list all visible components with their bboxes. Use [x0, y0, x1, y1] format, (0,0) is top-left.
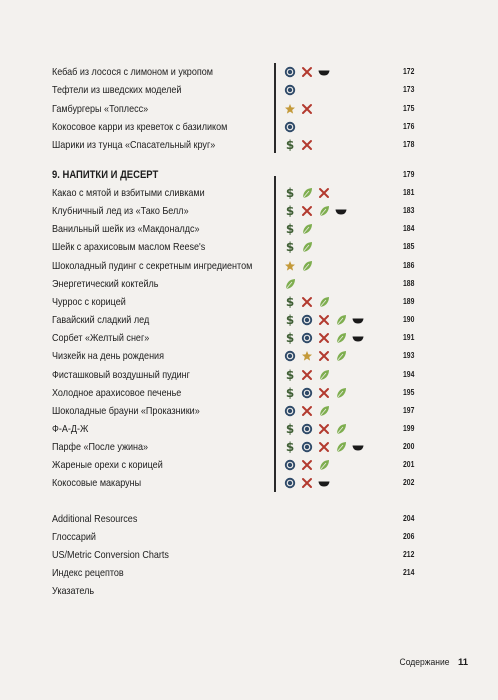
- toc-entry[interactable]: [52, 385, 414, 401]
- entry-page-number: 176: [402, 121, 414, 131]
- dollar-icon: $: [285, 240, 295, 255]
- entry-title: Шоколадный пудинг с секретным ингредиентом: [52, 259, 253, 272]
- leaf-icon: [318, 296, 330, 308]
- page-number: 11: [457, 657, 468, 668]
- entry-page-number: 186: [402, 260, 414, 270]
- entry-page-number: 183: [402, 206, 414, 216]
- leaf-icon: [335, 387, 347, 399]
- diet-icons: [284, 138, 313, 152]
- entry-title: Глоссарий: [52, 531, 96, 543]
- section-heading[interactable]: [52, 167, 414, 183]
- leaf-icon: [284, 278, 296, 290]
- diet-icons: [284, 83, 296, 97]
- circle-icon: [284, 477, 296, 489]
- entry-page-number: 212: [402, 550, 414, 559]
- diet-icons: [284, 240, 313, 254]
- diet-icons: [284, 476, 330, 490]
- circle-icon: [284, 405, 296, 417]
- leaf-icon: [335, 441, 347, 453]
- x-icon: [318, 441, 330, 453]
- entry-page-number: 173: [402, 85, 414, 95]
- circle-icon: [284, 121, 296, 133]
- toc-entry[interactable]: [52, 312, 414, 328]
- entry-page-number: 214: [402, 568, 414, 577]
- leaf-icon: [335, 423, 347, 435]
- dollar-icon: $: [285, 421, 295, 436]
- dollar-icon: $: [285, 294, 295, 309]
- entry-page-number: 189: [402, 296, 414, 306]
- toc-entry[interactable]: [52, 239, 414, 255]
- entry-page-number: 204: [402, 514, 414, 523]
- toc-entry[interactable]: [52, 348, 414, 364]
- x-icon: [318, 187, 330, 199]
- x-icon: [318, 423, 330, 435]
- diet-icons: [284, 222, 313, 236]
- entry-page-number: 179: [402, 170, 414, 179]
- entry-title: Клубничный лед из «Тако Белл»: [52, 205, 189, 218]
- entry-page-number: 175: [402, 103, 414, 113]
- toc-entry[interactable]: [52, 457, 414, 473]
- x-icon: [301, 459, 313, 471]
- dollar-icon: $: [285, 331, 295, 346]
- appendix-entry[interactable]: [52, 529, 414, 545]
- circle-icon: [284, 84, 296, 96]
- entry-page-number: 184: [402, 224, 414, 234]
- bowl-icon: [335, 205, 347, 217]
- bowl-icon: [352, 441, 364, 453]
- leaf-icon: [301, 187, 313, 199]
- appendix-entry[interactable]: [52, 583, 414, 599]
- dollar-icon: $: [285, 440, 295, 455]
- entry-page-number: 178: [402, 140, 414, 150]
- circle-icon: [301, 441, 313, 453]
- entry-title: Гамбургеры «Топлесс»: [52, 102, 149, 115]
- entry-title: Гавайский сладкий лед: [52, 314, 150, 327]
- dollar-icon: $: [285, 385, 295, 400]
- entry-title: Энергетический коктейль: [52, 277, 159, 290]
- toc-entry[interactable]: [52, 119, 414, 135]
- dollar-icon: $: [285, 204, 295, 219]
- page-footer: [394, 657, 468, 668]
- leaf-icon: [318, 205, 330, 217]
- toc-entry[interactable]: [52, 64, 414, 80]
- entry-title: Холодное арахисовое печенье: [52, 386, 182, 399]
- entry-page-number: 197: [402, 405, 414, 415]
- toc-entry[interactable]: [52, 101, 414, 117]
- entry-title: Какао с мятой и взбитыми сливками: [52, 187, 205, 199]
- entry-page-number: 193: [402, 351, 414, 361]
- bowl-icon: [352, 314, 364, 326]
- x-icon: [318, 387, 330, 399]
- leaf-icon: [318, 459, 330, 471]
- toc-entry[interactable]: [52, 294, 414, 310]
- diet-icons: [284, 102, 313, 116]
- entry-title: Ф-А-Д-Ж: [52, 422, 89, 435]
- star-icon: [284, 260, 296, 272]
- leaf-icon: [335, 350, 347, 362]
- toc-entry[interactable]: [52, 403, 414, 419]
- diet-icons: [284, 404, 330, 418]
- entry-title: Фисташковый воздушный пудинг: [52, 368, 190, 381]
- entry-page-number: 195: [402, 387, 414, 397]
- entry-title: 9. НАПИТКИ И ДЕСЕРТ: [52, 169, 159, 181]
- entry-page-number: 202: [402, 478, 414, 488]
- x-icon: [301, 405, 313, 417]
- diet-icons: [284, 386, 347, 400]
- x-icon: [301, 103, 313, 115]
- diet-icons: [284, 65, 330, 79]
- entry-title: Кокосовое карри из креветок с базиликом: [52, 120, 228, 133]
- entry-title: US/Metric Conversion Charts: [52, 549, 169, 561]
- appendix-entry[interactable]: [52, 565, 414, 581]
- leaf-icon: [335, 314, 347, 326]
- x-icon: [301, 139, 313, 151]
- leaf-icon: [301, 241, 313, 253]
- toc-entry[interactable]: [52, 203, 414, 219]
- entry-title: Жареные орехи с корицей: [52, 459, 163, 472]
- star-icon: [301, 350, 313, 362]
- entry-title: Индекс рецептов: [52, 567, 124, 579]
- entry-title: Кокосовые макаруны: [52, 477, 142, 490]
- diet-icons: [284, 259, 313, 273]
- diet-icons: [284, 186, 330, 200]
- entry-page-number: 181: [402, 188, 414, 197]
- entry-title: Ванильный шейк из «Макдоналдс»: [52, 223, 200, 236]
- entry-title: Чуррос с корицей: [52, 295, 126, 308]
- entry-title: Тефтели из шведских моделей: [52, 84, 182, 97]
- diet-icons: [284, 295, 330, 309]
- toc-entry[interactable]: [52, 475, 414, 491]
- toc-entry[interactable]: [52, 439, 414, 455]
- entry-title: Чизкейк на день рождения: [52, 350, 164, 363]
- leaf-icon: [318, 405, 330, 417]
- toc-entry[interactable]: [52, 221, 414, 237]
- toc-entry[interactable]: [52, 330, 414, 346]
- x-icon: [318, 350, 330, 362]
- entry-title: Кебаб из лосося с лимоном и укропом: [52, 66, 213, 78]
- circle-icon: [301, 332, 313, 344]
- toc-entry[interactable]: [52, 185, 414, 201]
- dollar-icon: $: [285, 222, 295, 237]
- x-icon: [301, 296, 313, 308]
- circle-icon: [301, 423, 313, 435]
- star-icon: [284, 103, 296, 115]
- entry-title: Шоколадные брауни «Проказники»: [52, 404, 200, 417]
- entry-page-number: 191: [402, 333, 414, 343]
- footer-label: Содержание: [399, 657, 450, 668]
- circle-icon: [284, 66, 296, 78]
- appendix-entry[interactable]: [52, 511, 414, 527]
- entry-page-number: 206: [402, 532, 414, 541]
- toc-entry[interactable]: [52, 421, 414, 437]
- bowl-icon: [352, 332, 364, 344]
- circle-icon: [301, 387, 313, 399]
- x-icon: [318, 314, 330, 326]
- x-icon: [301, 205, 313, 217]
- leaf-icon: [318, 369, 330, 381]
- entry-title: Сорбет «Желтый снег»: [52, 332, 150, 345]
- entry-page-number: 190: [402, 315, 414, 325]
- entry-page-number: 188: [402, 278, 414, 288]
- diet-icons: [284, 331, 364, 345]
- toc-entry[interactable]: [52, 82, 414, 98]
- entry-title: Additional Resources: [52, 513, 138, 525]
- diet-icons: [284, 368, 330, 382]
- entry-title: Парфе «После ужина»: [52, 441, 149, 454]
- circle-icon: [301, 314, 313, 326]
- x-icon: [318, 332, 330, 344]
- entry-page-number: 172: [402, 67, 414, 76]
- dollar-icon: $: [285, 138, 295, 153]
- dollar-icon: $: [285, 313, 295, 328]
- toc-entry[interactable]: [52, 367, 414, 383]
- entry-page-number: 201: [402, 460, 414, 470]
- diet-icons: [284, 313, 364, 327]
- diet-icons: [284, 440, 364, 454]
- circle-icon: [284, 350, 296, 362]
- dollar-icon: $: [285, 186, 295, 200]
- dollar-icon: $: [285, 367, 295, 382]
- toc-entry[interactable]: [52, 258, 414, 274]
- leaf-icon: [301, 260, 313, 272]
- entry-page-number: 194: [402, 369, 414, 379]
- circle-icon: [284, 459, 296, 471]
- x-icon: [301, 66, 313, 78]
- diet-icons: [284, 458, 330, 472]
- x-icon: [301, 369, 313, 381]
- entry-page-number: 199: [402, 423, 414, 433]
- x-icon: [301, 477, 313, 489]
- bowl-icon: [318, 477, 330, 489]
- toc-entry[interactable]: [52, 137, 414, 153]
- bowl-icon: [318, 66, 330, 78]
- leaf-icon: [301, 223, 313, 235]
- entry-page-number: 185: [402, 242, 414, 252]
- leaf-icon: [335, 332, 347, 344]
- diet-icons: [284, 349, 347, 363]
- entry-title: Шарики из тунца «Спасательный круг»: [52, 139, 216, 152]
- entry-title: Шейк с арахисовым маслом Reese's: [52, 241, 206, 254]
- diet-icons: [284, 204, 347, 218]
- entry-page-number: 200: [402, 442, 414, 452]
- diet-icons: [284, 422, 347, 436]
- diet-icons: [284, 277, 296, 291]
- toc-entry[interactable]: [52, 276, 414, 292]
- appendix-entry[interactable]: [52, 547, 414, 563]
- entry-title: Указатель: [52, 585, 95, 597]
- diet-icons: [284, 120, 296, 134]
